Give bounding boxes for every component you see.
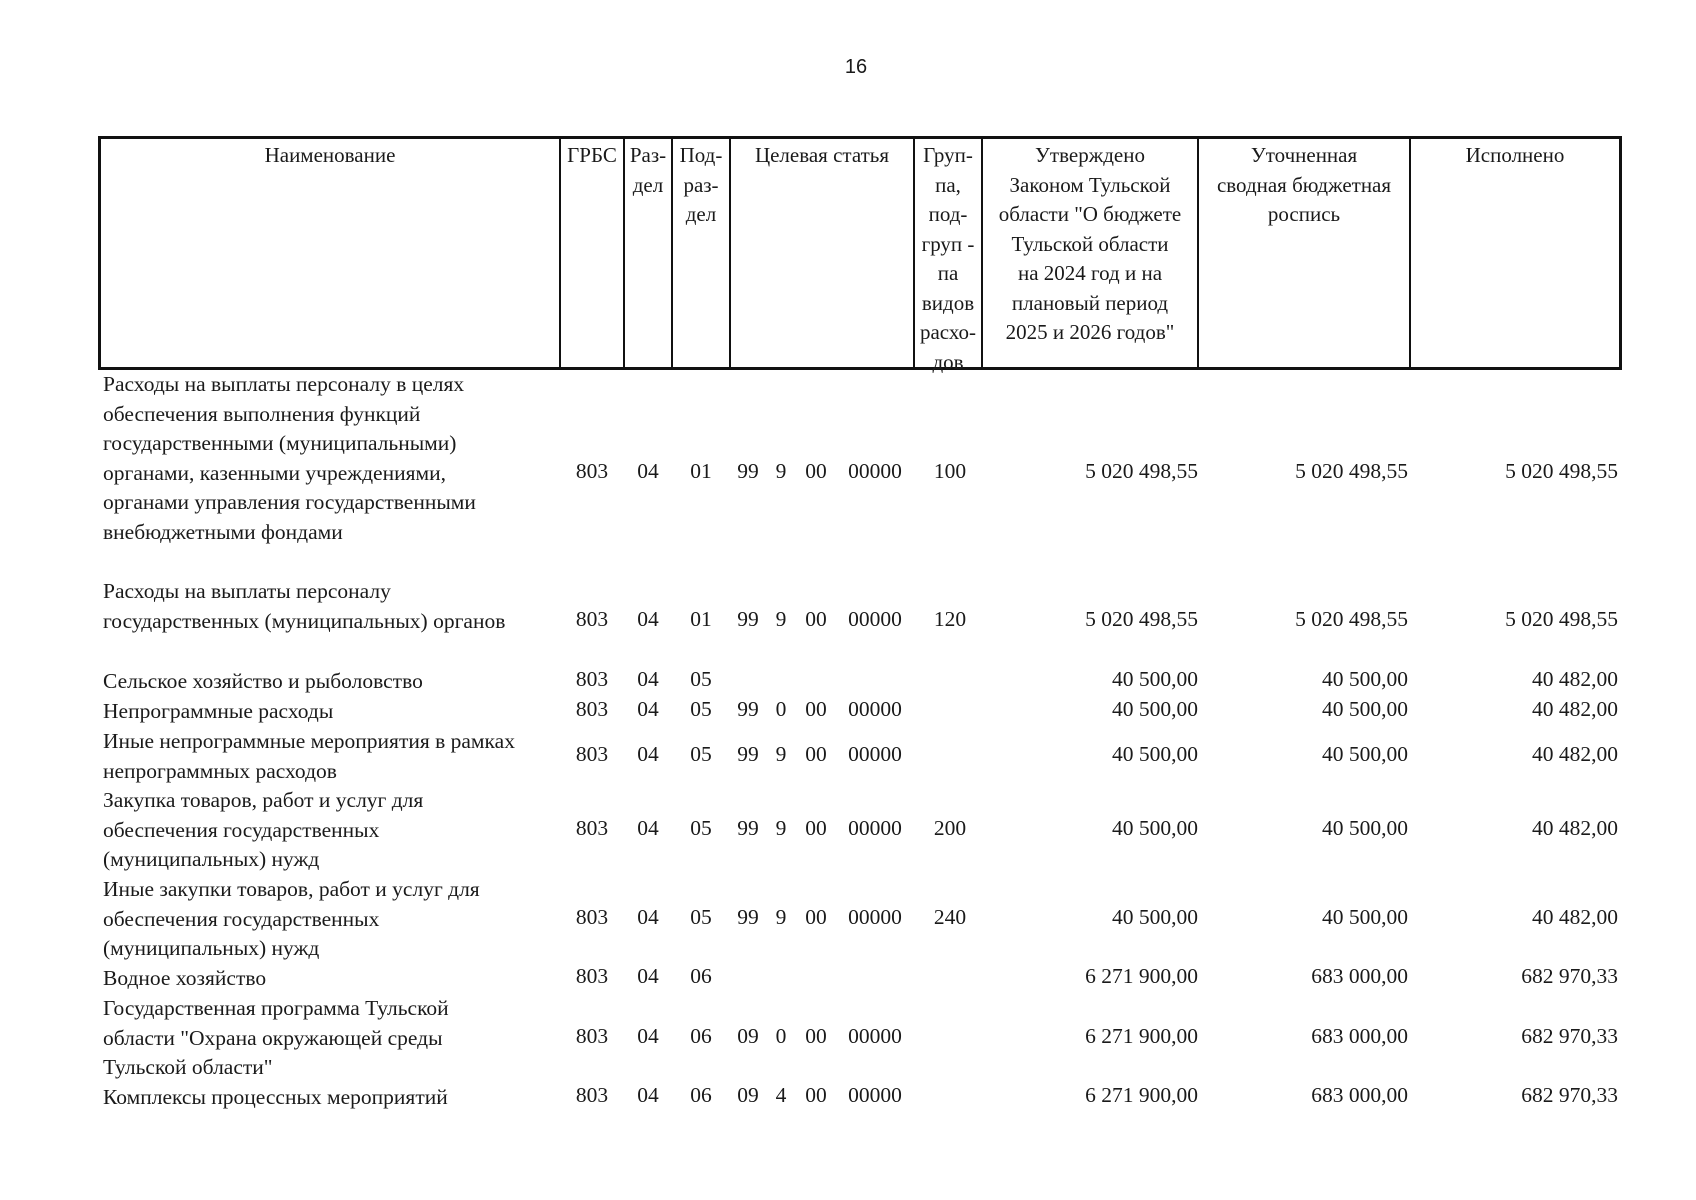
cell-target-subprogram: 9 [775,459,787,483]
cell-refined: 40 500,00 [1322,742,1408,766]
cell-target-program: 99 [737,459,759,483]
cell-grbs: 803 [575,964,609,988]
cell-razdel: 04 [637,667,659,691]
header-grbs: ГРБС [567,143,617,167]
cell-razdel: 04 [637,697,659,721]
cell-grbs: 803 [575,697,609,721]
cell-target-event: 00 [805,905,827,929]
row-name: Иные непрограммные мероприятия в рамках непрограммных расходов [103,729,515,783]
cell-target-subprogram: 9 [775,607,787,631]
cell-refined: 40 500,00 [1322,816,1408,840]
row-name: Сельское хозяйство и рыболовство [103,669,423,693]
cell-target-subprogram: 0 [775,697,787,721]
cell-target-event: 00 [805,459,827,483]
cell-target-event: 00 [805,816,827,840]
cell-refined: 5 020 498,55 [1295,459,1408,483]
cell-razdel: 04 [637,1083,659,1107]
cell-podrazdel: 05 [690,742,712,766]
cell-razdel: 04 [637,1024,659,1048]
cell-refined: 40 500,00 [1322,697,1408,721]
cell-refined: 683 000,00 [1311,1083,1408,1107]
cell-podrazdel: 05 [690,667,712,691]
cell-expense-group: 200 [933,816,967,840]
cell-executed: 40 482,00 [1532,667,1618,691]
cell-executed: 40 482,00 [1532,816,1618,840]
header-executed: Исполнено [1465,143,1565,167]
cell-razdel: 04 [637,964,659,988]
header-refined: Уточненная сводная бюджетная роспись [1216,143,1392,226]
cell-target-direction: 00000 [848,905,902,929]
cell-target-subprogram: 9 [775,742,787,766]
cell-executed: 682 970,33 [1521,1024,1618,1048]
cell-executed: 40 482,00 [1532,905,1618,929]
cell-approved: 6 271 900,00 [1085,1083,1198,1107]
cell-approved: 40 500,00 [1112,667,1198,691]
cell-grbs: 803 [575,1024,609,1048]
cell-target-event: 00 [805,1083,827,1107]
row-name: Расходы на выплаты персоналу государственных (муниципальных) органов [103,579,506,633]
cell-executed: 682 970,33 [1521,1083,1618,1107]
header-razdel: Раз- дел [629,143,667,197]
cell-target-subprogram: 9 [775,905,787,929]
cell-target-direction: 00000 [848,1024,902,1048]
cell-grbs: 803 [575,667,609,691]
row-name: Непрограммные расходы [103,699,334,723]
cell-podrazdel: 05 [690,905,712,929]
cell-target-direction: 00000 [848,816,902,840]
row-name: Водное хозяйство [103,966,267,990]
cell-razdel: 04 [637,607,659,631]
cell-approved: 40 500,00 [1112,742,1198,766]
cell-target-program: 99 [737,816,759,840]
cell-target-event: 00 [805,697,827,721]
header-name: Наименование [264,143,396,167]
cell-target-subprogram: 9 [775,816,787,840]
cell-approved: 40 500,00 [1112,816,1198,840]
cell-target-direction: 00000 [848,1083,902,1107]
cell-grbs: 803 [575,1083,609,1107]
cell-approved: 5 020 498,55 [1085,459,1198,483]
row-name: Государственная программа Тульской области "Охрана окружающей среды Тульской области" [103,996,449,1079]
cell-target-program: 09 [737,1024,759,1048]
cell-razdel: 04 [637,816,659,840]
cell-grbs: 803 [575,905,609,929]
cell-refined: 40 500,00 [1322,905,1408,929]
cell-executed: 5 020 498,55 [1505,459,1618,483]
cell-target-direction: 00000 [848,607,902,631]
cell-grbs: 803 [575,816,609,840]
cell-approved: 5 020 498,55 [1085,607,1198,631]
cell-target-program: 99 [737,905,759,929]
page-number: 16 [844,56,868,78]
cell-approved: 6 271 900,00 [1085,1024,1198,1048]
cell-razdel: 04 [637,905,659,929]
cell-target-program: 99 [737,697,759,721]
cell-executed: 5 020 498,55 [1505,607,1618,631]
cell-target-subprogram: 0 [775,1024,787,1048]
cell-razdel: 04 [637,459,659,483]
cell-target-program: 99 [737,607,759,631]
cell-refined: 683 000,00 [1311,1024,1408,1048]
row-name: Комплексы процессных мероприятий [103,1085,448,1109]
cell-target-program: 99 [737,742,759,766]
header-podrazdel: Под- раз- дел [679,143,723,226]
cell-refined: 5 020 498,55 [1295,607,1408,631]
header-approved: Утверждено Законом Тульской области "О бюджете Тульской области на 2024 год и на плановый период 2025 и 2026 годов" [998,143,1182,344]
row-name: Иные закупки товаров, работ и услуг для обеспечения государственных (муниципальных) нужд [103,877,480,960]
cell-expense-group: 120 [933,607,967,631]
cell-razdel: 04 [637,742,659,766]
cell-executed: 40 482,00 [1532,742,1618,766]
cell-approved: 6 271 900,00 [1085,964,1198,988]
cell-podrazdel: 06 [690,964,712,988]
cell-podrazdel: 05 [690,697,712,721]
cell-expense-group: 100 [933,459,967,483]
cell-podrazdel: 05 [690,816,712,840]
cell-approved: 40 500,00 [1112,905,1198,929]
header-expense-group: Груп- па, под- груп - па видов расхо- дов [919,143,977,374]
row-name: Расходы на выплаты персоналу в целях обеспечения выполнения функций государственными (муниципальными) органами, казенными учреждениями, органами управления государственными внебюджетными фондами [103,372,476,544]
cell-approved: 40 500,00 [1112,697,1198,721]
cell-target-event: 00 [805,1024,827,1048]
cell-refined: 683 000,00 [1311,964,1408,988]
cell-podrazdel: 06 [690,1083,712,1107]
cell-executed: 682 970,33 [1521,964,1618,988]
cell-target-event: 00 [805,607,827,631]
cell-executed: 40 482,00 [1532,697,1618,721]
cell-expense-group: 240 [933,905,967,929]
cell-podrazdel: 01 [690,459,712,483]
cell-grbs: 803 [575,742,609,766]
cell-target-event: 00 [805,742,827,766]
cell-grbs: 803 [575,459,609,483]
cell-target-subprogram: 4 [775,1083,787,1107]
cell-target-direction: 00000 [848,697,902,721]
header-target-article: Целевая статья [754,143,890,167]
cell-target-direction: 00000 [848,742,902,766]
cell-refined: 40 500,00 [1322,667,1408,691]
cell-podrazdel: 01 [690,607,712,631]
cell-grbs: 803 [575,607,609,631]
cell-target-program: 09 [737,1083,759,1107]
row-name: Закупка товаров, работ и услуг для обеспечения государственных (муниципальных) нужд [103,788,424,871]
cell-podrazdel: 06 [690,1024,712,1048]
cell-target-direction: 00000 [848,459,902,483]
